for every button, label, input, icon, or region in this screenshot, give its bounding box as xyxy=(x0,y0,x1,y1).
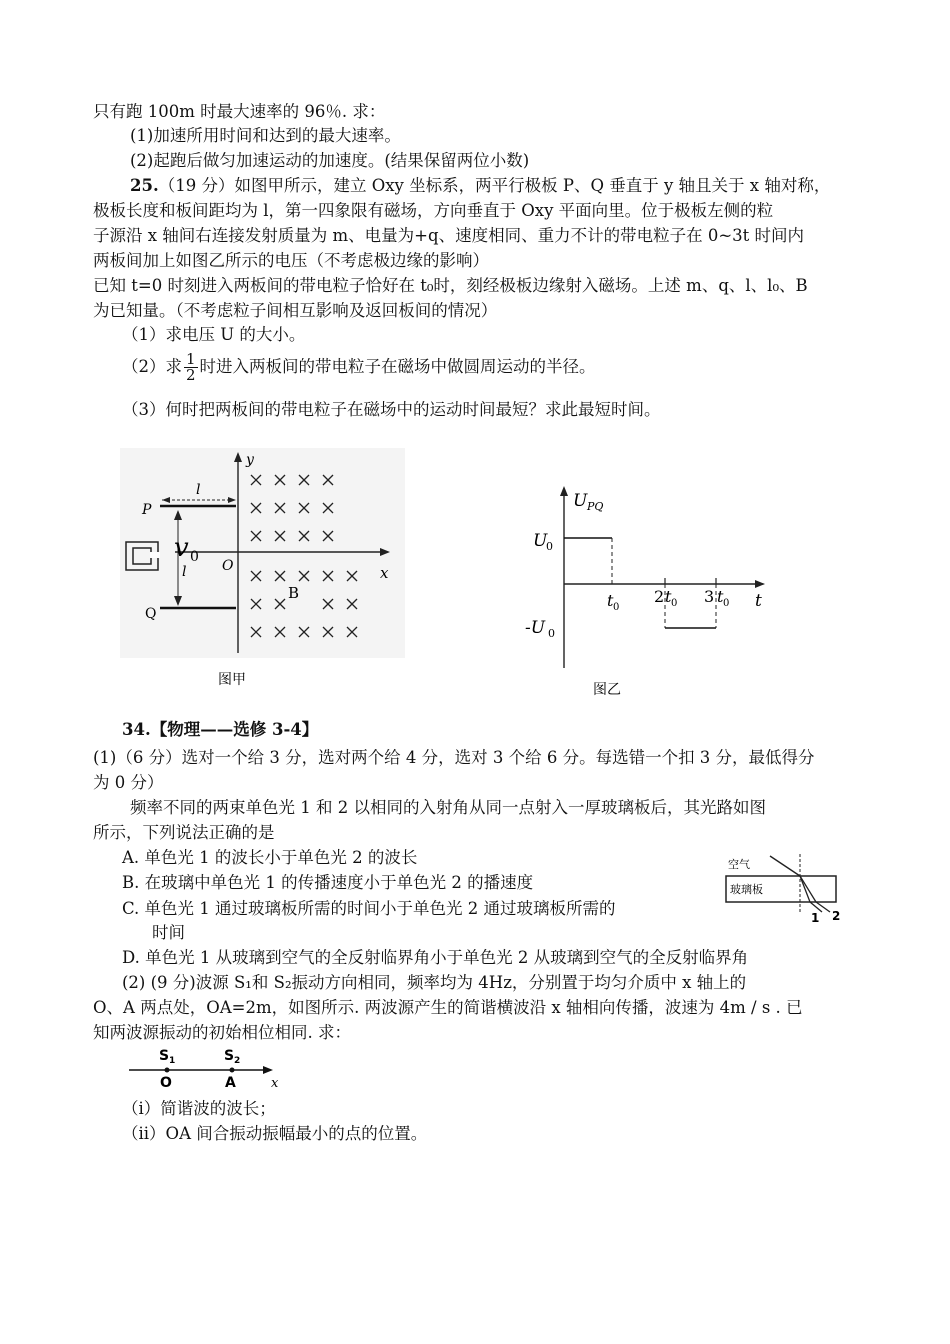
tick-label-3t0-sub: 0 xyxy=(723,598,730,609)
text-line: 所示，下列说法正确的是 xyxy=(93,823,275,842)
fraction-denominator: 2 xyxy=(186,366,196,384)
plate-q-label: Q xyxy=(145,606,157,622)
y-label: y xyxy=(246,452,254,468)
u-axis-label: U xyxy=(573,491,588,511)
fraction xyxy=(184,352,198,383)
text-line: 子源沿 x 轴间右连接发射质量为 m、电量为+q、速度相同、重力不计的带电粒子在 0~3t 时间内 xyxy=(93,226,805,245)
text-line: (1)加速所用时间和达到的最大速率。 xyxy=(130,126,401,145)
subquestion-2 xyxy=(122,352,596,383)
x-label: x xyxy=(271,1076,279,1091)
point-o xyxy=(165,1068,170,1073)
subquestion-ii: （ii）OA 间合振动振幅最小的点的位置。 xyxy=(122,1124,428,1143)
text-line: (2)起跑后做匀加速运动的加速度。(结果保留两位小数) xyxy=(130,151,530,170)
length-label: l xyxy=(196,482,201,498)
subquestion-3: （3）何时把两板间的带电粒子在磁场中的运动时间最短？求此最短时间。 xyxy=(122,400,661,419)
source-opening xyxy=(150,552,160,558)
x-axis-arrow xyxy=(263,1066,273,1074)
figure-glass-plate xyxy=(718,852,850,924)
incident-ray xyxy=(770,856,800,876)
subq-text: 时进入两板间的带电粒子在磁场中做圆周运动的半径。 xyxy=(199,357,596,376)
point-a xyxy=(230,1068,235,1073)
tick-label-t0-sub: 0 xyxy=(613,602,620,613)
option-c: C. 单色光 1 通过玻璃板所需的时间小于单色光 2 通过玻璃板所需的 xyxy=(122,899,616,918)
text-line: 为 0 分） xyxy=(93,773,164,792)
gap-label: l xyxy=(182,564,187,580)
x-label: x xyxy=(380,564,389,582)
question-number: 34. xyxy=(122,720,151,739)
neg-u0-label: -U xyxy=(525,618,546,638)
b-label: B xyxy=(288,584,300,602)
velocity-subscript: 0 xyxy=(190,549,199,565)
question-title: 【物理——选修 3-4】 xyxy=(150,720,319,739)
u0-label: U xyxy=(533,531,548,551)
tick-label-3t0: t xyxy=(717,587,724,606)
option-c-cont: 时间 xyxy=(152,923,185,942)
s1-label: S xyxy=(159,1048,170,1064)
tick-label-2t0-sub: 0 xyxy=(671,598,678,609)
figure-jia xyxy=(120,448,405,693)
text-line: (1)（6 分）选对一个给 3 分，选对两个给 4 分，选对 3 个给 6 分。每选错一个扣 3 分，最低得分 xyxy=(93,748,815,767)
tick-label-t0: t xyxy=(607,591,614,610)
t-axis-arrow xyxy=(755,580,765,588)
text-line: O、A 两点处，OA=2m，如图所示. 两波源产生的简谐横波沿 x 轴相向传播，波速为 4m / s . 已 xyxy=(93,998,803,1017)
neg-u0-subscript: 0 xyxy=(548,627,555,640)
glass-label: 玻璃板 xyxy=(730,883,763,896)
question-34-title xyxy=(122,718,318,742)
origin-label: O xyxy=(222,558,234,574)
plate-p-label: P xyxy=(142,502,152,518)
ray-1-label: 1 xyxy=(811,911,820,924)
subquestion-i: （i）简谐波的波长； xyxy=(122,1099,276,1118)
option-a: A. 单色光 1 的波长小于单色光 2 的波长 xyxy=(122,848,418,867)
text-line: 两板间加上如图乙所示的电压（不考虑极边缘的影响） xyxy=(93,251,489,270)
u-axis-subscript: PQ xyxy=(587,500,604,513)
s1-subscript: 1 xyxy=(169,1056,176,1066)
t-axis-label: t xyxy=(755,591,762,611)
question-number: 25. xyxy=(130,176,159,195)
u0-subscript: 0 xyxy=(546,540,553,553)
tick-label-2t0: t xyxy=(665,587,672,606)
o-label: O xyxy=(160,1075,172,1091)
text-line: 只有跑 100m 时最大速率的 96％. 求： xyxy=(93,102,386,121)
text-line: 知两波源振动的初始相位相同. 求： xyxy=(93,1023,351,1042)
air-label: 空气 xyxy=(728,858,750,871)
text-line: 为已知量。（不考虑粒子间相互影响及返回板间的情况） xyxy=(93,301,498,320)
text-line: 频率不同的两束单色光 1 和 2 以相同的入射角从同一点射入一厚玻璃板后，其光路如图 xyxy=(130,798,766,817)
s2-subscript: 2 xyxy=(234,1056,241,1066)
figure-yi-caption: 图乙 xyxy=(593,682,621,698)
option-d: D. 单色光 1 从玻璃到空气的全反射临界角小于单色光 2 从玻璃到空气的全反射临界角 xyxy=(122,948,749,967)
tick-label-2t0-coef: 2 xyxy=(654,587,665,606)
subquestion-1: （1）求电压 U 的大小。 xyxy=(122,325,306,344)
figure-jia-caption: 图甲 xyxy=(218,672,246,688)
part-2-line: (2) (9 分)波源 S₁和 S₂振动方向相同，频率均为 4Hz，分别置于均匀介质中 x 轴上的 xyxy=(122,973,747,992)
text-line: 极板长度和板间距均为 l，第一四象限有磁场，方向垂直于 Oxy 平面向里。位于极板左侧的粒 xyxy=(93,201,774,220)
s2-label: S xyxy=(224,1048,235,1064)
figure-background xyxy=(120,448,405,658)
figure-x-axis xyxy=(125,1042,295,1092)
fraction-numerator: 1 xyxy=(186,350,196,368)
u-axis-arrow xyxy=(560,486,568,496)
figure-yi xyxy=(515,480,780,705)
text-line: 已知 t=0 时刻进入两板间的带电粒子恰好在 t₀时，刻经极板边缘射入磁场。上述 m、q、l、l₀、B xyxy=(93,276,808,295)
a-label: A xyxy=(225,1075,236,1091)
ray-2-label: 2 xyxy=(832,909,841,923)
question-text: （19 分）如图甲所示，建立 Oxy 坐标系，两平行极板 P、Q 垂直于 y 轴且关于 x 轴对称， xyxy=(158,176,831,195)
tick-label-3t0-coef: 3 xyxy=(704,587,715,606)
option-b: B. 在玻璃中单色光 1 的传播速度小于单色光 2 的播速度 xyxy=(122,873,534,892)
velocity-label: v xyxy=(174,533,189,563)
subq-text: （2）求 xyxy=(122,357,182,376)
question-25-line xyxy=(130,174,830,198)
